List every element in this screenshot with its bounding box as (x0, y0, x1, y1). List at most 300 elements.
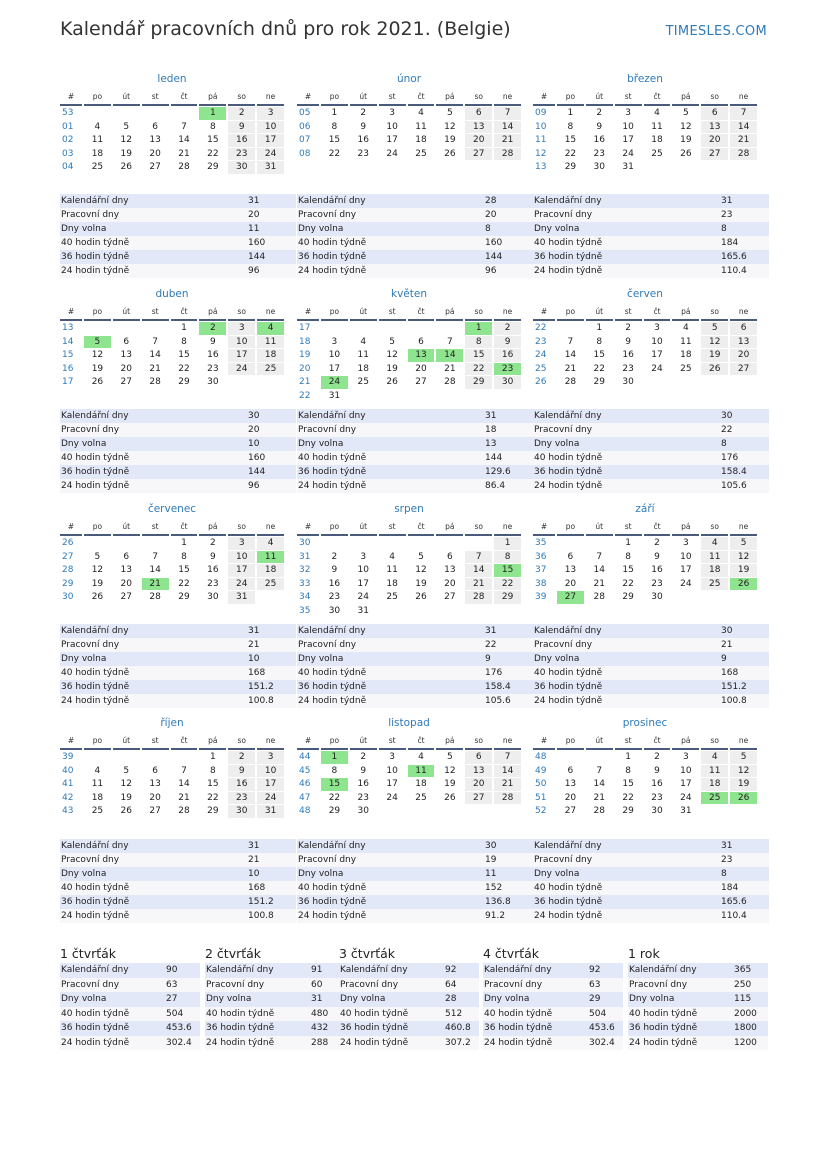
week-number: 38 (535, 578, 547, 589)
day-cell: 24 (680, 792, 692, 803)
weekend-cell: 10 (228, 336, 255, 349)
day-cell-empty (557, 751, 584, 764)
day-cell: 5 (682, 108, 689, 118)
month-name: duben (155, 288, 189, 300)
stat-row (60, 409, 296, 423)
day-cell: 23 (328, 592, 341, 602)
day-cell-empty (379, 390, 406, 403)
holiday-cell: 5 (84, 336, 111, 349)
weekend-cell: 30 (494, 376, 521, 389)
weekend-cell: 23 (228, 148, 255, 161)
weekday-header: # (297, 734, 319, 750)
week-number: 24 (535, 350, 547, 360)
day-cell: 28 (593, 592, 605, 602)
week-number: 19 (299, 350, 311, 360)
day-cell-empty (408, 390, 435, 403)
stat-label: 24 hodin týdně (206, 1037, 275, 1048)
month-name: únor (396, 73, 422, 85)
day-cell: 8 (331, 765, 338, 776)
day-cell: 12 (444, 765, 456, 776)
day-cell: 16 (357, 135, 369, 145)
weekday-header: so (465, 734, 492, 750)
stat-row (60, 465, 296, 479)
day-cell: 26 (386, 377, 398, 387)
month-name: prosinec (622, 717, 668, 729)
stat-value: 307.2 (445, 1037, 471, 1048)
weekday-header: st (379, 520, 406, 536)
month-stats (533, 194, 769, 278)
stat-label: Dny volna (534, 439, 580, 449)
stat-label: Kalendářní dny (61, 626, 129, 636)
stat-row (60, 451, 296, 465)
day-cell: 8 (625, 765, 631, 776)
weekday-header: út (586, 90, 613, 106)
week-number: 48 (299, 806, 311, 816)
weekend-cell: 29 (494, 591, 521, 604)
month-8 (297, 502, 521, 617)
week-number: 20 (299, 363, 311, 374)
weekend-cell: 12 (730, 765, 757, 778)
weekday-header: čt (408, 520, 435, 536)
day-cell: 26 (415, 592, 427, 602)
week-number: 07 (299, 135, 311, 145)
day-cell: 15 (564, 135, 577, 145)
stat-value: 64 (445, 979, 457, 990)
day-cell-empty (113, 537, 140, 550)
day-cell: 9 (654, 551, 660, 562)
day-cell: 14 (149, 350, 161, 360)
weekend-cell: 12 (701, 336, 728, 349)
stat-label: Pracovní dny (298, 425, 357, 435)
day-cell: 20 (149, 792, 161, 803)
week-number: 45 (299, 765, 311, 776)
day-cell: 1 (181, 323, 187, 333)
day-cell-empty (436, 390, 463, 403)
weekend-cell: 3 (228, 537, 255, 550)
day-cell: 18 (680, 350, 692, 360)
day-cell: 8 (209, 765, 216, 776)
day-cell: 26 (91, 377, 104, 387)
stat-label: Dny volna (206, 994, 252, 1004)
day-cell: 30 (328, 605, 341, 616)
stat-row (533, 839, 769, 853)
stat-row (533, 423, 769, 437)
week-number: 27 (62, 551, 74, 562)
weekend-cell: 14 (494, 765, 521, 778)
day-cell: 27 (564, 806, 577, 816)
weekday-header: út (350, 734, 377, 750)
day-cell: 25 (91, 162, 104, 172)
week-number: 10 (535, 121, 547, 132)
day-cell-empty (142, 322, 169, 335)
stat-value: 144 (248, 467, 266, 477)
day-cell: 28 (564, 377, 577, 387)
day-cell: 14 (178, 135, 190, 145)
weekend-cell: 9 (228, 765, 255, 778)
day-cell: 10 (651, 336, 663, 347)
summary-rows (205, 963, 345, 1050)
day-cell: 21 (178, 148, 190, 159)
stat-row (628, 963, 768, 978)
weekday-header: # (60, 520, 82, 536)
month-3 (533, 72, 757, 174)
stat-value: 60 (311, 979, 323, 990)
day-cell: 19 (120, 792, 132, 803)
stat-label: 24 hodin týdně (61, 266, 130, 276)
stat-label: Dny volna (61, 224, 107, 234)
site-link[interactable]: TIMESLES.COM (665, 24, 767, 39)
day-cell: 19 (120, 148, 132, 159)
stat-label: Pracovní dny (61, 210, 120, 220)
day-cell: 24 (622, 148, 634, 159)
stat-label: 24 hodin týdně (298, 481, 367, 491)
stat-label: 24 hodin týdně (534, 911, 603, 921)
stat-label: Pracovní dny (484, 979, 543, 990)
day-cell: 8 (209, 121, 216, 132)
holiday-cell: 26 (730, 792, 757, 805)
holiday-cell: 1 (321, 751, 348, 764)
stat-row (483, 1036, 623, 1051)
day-cell: 29 (328, 806, 341, 816)
stat-row (60, 881, 296, 895)
stat-row (297, 909, 533, 923)
day-cell: 23 (207, 578, 219, 589)
day-cell-empty (644, 161, 671, 174)
day-cell: 28 (178, 806, 190, 816)
day-cell-empty (379, 805, 406, 818)
day-cell: 21 (593, 792, 605, 803)
stat-value: 91.2 (485, 911, 506, 921)
stat-value: 20 (485, 210, 497, 220)
day-cell: 26 (444, 792, 456, 803)
day-cell: 23 (207, 363, 219, 374)
day-cell: 11 (357, 350, 369, 360)
day-cell: 7 (181, 765, 187, 776)
stat-label: 36 hodin týdně (61, 1023, 130, 1033)
weekday-header: ne (730, 520, 757, 536)
stat-row (60, 194, 296, 208)
stat-value: 96 (485, 266, 497, 276)
day-cell: 1 (625, 538, 631, 548)
stat-row (297, 680, 533, 694)
day-cell: 6 (446, 551, 453, 562)
stat-label: Kalendářní dny (484, 965, 552, 975)
day-cell-empty (494, 390, 521, 403)
day-cell: 21 (564, 363, 577, 374)
stat-label: 40 hodin týdně (206, 1008, 275, 1019)
stat-row (60, 992, 200, 1007)
day-cell: 10 (386, 765, 398, 776)
day-cell-empty (672, 161, 699, 174)
week-number: 41 (62, 779, 74, 789)
weekday-header: po (557, 305, 584, 321)
stat-row (60, 666, 296, 680)
day-cell: 4 (94, 121, 101, 132)
stat-value: 23 (721, 210, 733, 220)
stat-label: 24 hodin týdně (298, 696, 367, 706)
stat-row (533, 652, 769, 666)
day-cell: 23 (622, 363, 634, 374)
stat-row (533, 666, 769, 680)
month-name: květen (391, 288, 427, 300)
stat-label: Pracovní dny (298, 855, 357, 865)
holiday-cell: 11 (408, 765, 435, 778)
stat-row (533, 638, 769, 652)
week-number: 13 (62, 323, 74, 333)
stat-value: 160 (248, 453, 266, 463)
stat-value: 27 (166, 994, 178, 1004)
day-cell: 18 (651, 135, 663, 145)
weekend-cell: 17 (257, 134, 284, 147)
stat-row (483, 963, 623, 978)
day-cell-empty (84, 107, 111, 120)
weekend-cell: 11 (701, 551, 728, 564)
stat-label: 40 hodin týdně (61, 238, 130, 248)
day-cell: 27 (444, 592, 456, 602)
weekend-cell: 9 (228, 121, 255, 134)
stat-label: 36 hodin týdně (629, 1023, 698, 1033)
week-number: 15 (62, 350, 74, 360)
day-cell: 31 (357, 605, 369, 616)
weekday-header: so (465, 520, 492, 536)
stat-value: 21 (248, 855, 260, 865)
stat-row (533, 694, 769, 708)
weekday-header: st (615, 90, 642, 106)
day-cell: 26 (680, 148, 692, 159)
stat-label: 40 hodin týdně (534, 883, 603, 893)
day-cell-empty (408, 605, 435, 618)
day-cell: 16 (328, 578, 341, 589)
day-cell: 17 (386, 135, 398, 145)
day-cell: 7 (181, 121, 187, 132)
weekday-header: ne (257, 90, 284, 106)
day-cell: 11 (680, 336, 692, 347)
month-stats (297, 409, 533, 493)
day-cell: 30 (651, 806, 663, 816)
month-stats (297, 839, 533, 923)
day-cell: 9 (360, 121, 367, 132)
weekend-cell: 25 (701, 578, 728, 591)
day-cell: 26 (444, 148, 456, 159)
summary-rows (483, 963, 623, 1050)
stat-value: 250 (734, 979, 752, 990)
weekend-cell: 12 (730, 551, 757, 564)
week-number: 16 (62, 363, 74, 374)
stat-value: 151.2 (248, 897, 274, 907)
weekday-header: # (297, 305, 319, 321)
day-cell: 15 (622, 779, 634, 789)
day-cell: 14 (149, 565, 161, 575)
week-number: 31 (299, 551, 311, 562)
summary-rows (60, 963, 200, 1050)
week-number: 02 (62, 135, 74, 145)
day-cell-empty (228, 376, 255, 389)
weekday-header: so (228, 520, 255, 536)
stat-row (297, 194, 533, 208)
stat-value: 29 (589, 994, 601, 1004)
stat-row (533, 264, 769, 278)
day-cell: 5 (446, 752, 453, 762)
day-cell: 21 (149, 363, 161, 374)
weekday-header: # (297, 90, 319, 106)
day-cell: 9 (625, 336, 631, 347)
weekend-cell: 17 (257, 778, 284, 791)
stat-row (297, 694, 533, 708)
day-cell: 22 (178, 578, 190, 589)
weekend-cell: 6 (465, 751, 492, 764)
day-cell: 26 (120, 806, 132, 816)
stat-label: Kalendářní dny (298, 841, 366, 851)
day-cell: 16 (651, 565, 663, 575)
stat-label: Dny volna (340, 994, 386, 1004)
day-cell: 3 (654, 323, 660, 333)
day-cell-empty (350, 322, 377, 335)
week-number: 39 (535, 592, 547, 602)
day-cell: 23 (357, 792, 369, 803)
month-stats (533, 839, 769, 923)
day-cell: 21 (444, 363, 456, 374)
month-grid (533, 90, 757, 174)
week-number: 42 (62, 792, 74, 803)
stat-value: 92 (445, 965, 457, 975)
day-cell: 22 (328, 148, 341, 159)
month-name: říjen (160, 717, 184, 729)
stat-value: 10 (248, 439, 260, 449)
weekend-cell: 21 (465, 578, 492, 591)
day-cell: 19 (444, 135, 456, 145)
stat-label: Pracovní dny (340, 979, 399, 990)
stat-label: Kalendářní dny (61, 196, 129, 206)
stat-row (205, 963, 345, 978)
holiday-cell: 15 (494, 564, 521, 577)
weekend-cell: 24 (257, 148, 284, 161)
day-cell: 9 (596, 121, 603, 132)
day-cell: 2 (654, 752, 660, 762)
stat-value: 168 (721, 668, 739, 678)
stat-value: 31 (248, 841, 260, 851)
summary-title: 4 čtvrťák (483, 946, 540, 961)
stat-label: 36 hodin týdně (61, 252, 130, 262)
day-cell: 5 (446, 108, 453, 118)
stat-value: 158.4 (721, 467, 747, 477)
weekend-cell: 20 (465, 778, 492, 791)
day-cell: 13 (564, 779, 577, 789)
weekend-cell: 19 (701, 349, 728, 362)
stat-value: 165.6 (721, 897, 747, 907)
week-number: 52 (535, 806, 547, 816)
day-cell: 19 (415, 578, 427, 589)
stat-label: 24 hodin týdně (298, 266, 367, 276)
weekend-cell: 7 (494, 751, 521, 764)
holiday-cell: 11 (257, 551, 284, 564)
weekday-header: # (297, 520, 319, 536)
day-cell: 13 (120, 350, 132, 360)
day-cell-empty (171, 751, 198, 764)
stat-value: 144 (485, 252, 503, 262)
day-cell: 22 (207, 148, 219, 159)
day-cell: 4 (94, 765, 101, 776)
day-cell: 7 (446, 336, 453, 347)
stat-value: 115 (734, 994, 752, 1004)
stat-row (297, 250, 533, 264)
stat-value: 63 (166, 979, 178, 990)
day-cell-empty (730, 805, 757, 818)
stat-label: 40 hodin týdně (534, 668, 603, 678)
day-cell: 17 (651, 350, 663, 360)
stat-value: 63 (589, 979, 601, 990)
weekday-header: # (533, 90, 555, 106)
stat-label: Dny volna (484, 994, 530, 1004)
stat-row (60, 839, 296, 853)
weekday-header: # (60, 305, 82, 321)
weekend-cell: 18 (257, 349, 284, 362)
stat-value: 11 (248, 224, 260, 234)
month-grid (297, 305, 521, 402)
week-number: 22 (299, 390, 311, 401)
stat-row (60, 1036, 200, 1051)
month-name: březen (627, 73, 663, 85)
weekday-header: po (84, 520, 111, 536)
weekend-cell: 6 (465, 107, 492, 120)
stat-value: 144 (485, 453, 503, 463)
day-cell: 9 (209, 336, 216, 347)
day-cell: 10 (680, 765, 692, 776)
day-cell: 3 (682, 538, 689, 548)
day-cell: 27 (149, 162, 161, 172)
week-number: 47 (299, 792, 311, 803)
month-name: listopad (388, 717, 430, 729)
day-cell-empty (465, 605, 492, 618)
holiday-cell: 1 (199, 107, 226, 120)
stat-row (60, 1007, 200, 1022)
stat-row (339, 1036, 479, 1051)
stat-value: 504 (166, 1008, 184, 1019)
weekday-header: st (615, 520, 642, 536)
day-cell: 31 (622, 162, 634, 172)
day-cell-empty (350, 537, 377, 550)
weekend-cell: 2 (494, 322, 521, 335)
day-cell-empty (557, 322, 584, 335)
stat-label: 36 hodin týdně (206, 1023, 275, 1033)
weekday-header: ne (257, 520, 284, 536)
weekday-header: pá (672, 520, 699, 536)
day-cell: 18 (91, 148, 104, 159)
week-number: 44 (299, 752, 311, 762)
stat-label: Kalendářní dny (629, 965, 697, 975)
holiday-cell: 15 (321, 778, 348, 791)
day-cell: 2 (209, 538, 216, 548)
stat-value: 86.4 (485, 481, 506, 491)
stat-row (60, 250, 296, 264)
stat-label: Pracovní dny (298, 640, 357, 650)
weekend-cell: 28 (730, 148, 757, 161)
day-cell-empty (672, 376, 699, 389)
stat-row (297, 652, 533, 666)
day-cell: 28 (149, 592, 161, 602)
day-cell: 25 (386, 592, 398, 602)
day-cell: 12 (444, 121, 456, 132)
stat-label: 40 hodin týdně (61, 453, 130, 463)
stat-label: Kalendářní dny (534, 626, 602, 636)
weekend-cell: 29 (465, 376, 492, 389)
month-name: červenec (147, 503, 197, 515)
stat-label: Pracovní dny (61, 979, 120, 990)
stat-row (297, 479, 533, 493)
day-cell-empty (142, 751, 169, 764)
weekday-header: pá (672, 305, 699, 321)
stat-label: 36 hodin týdně (534, 897, 603, 907)
stat-value: 1200 (734, 1037, 757, 1048)
